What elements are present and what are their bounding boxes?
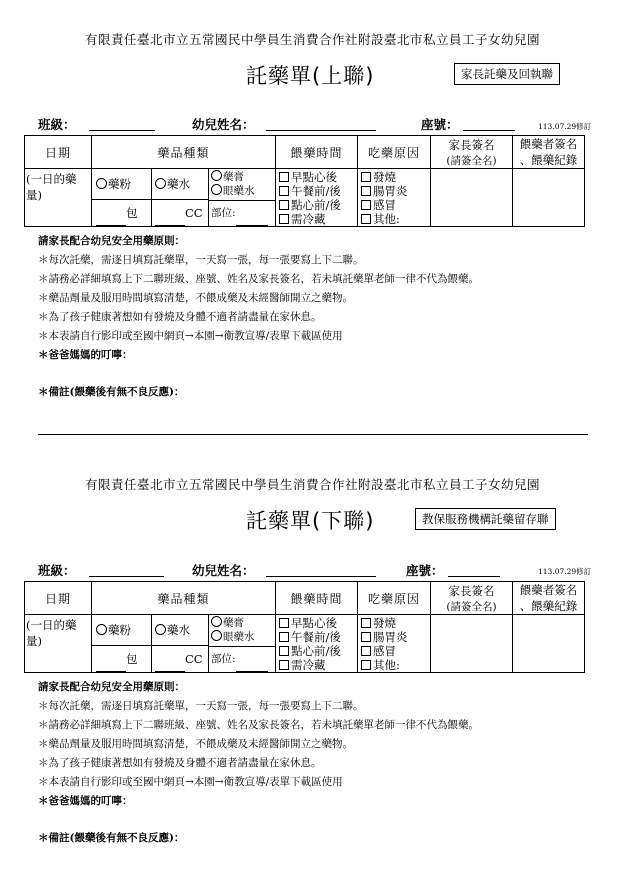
note-item: ＊請務必詳細填寫上下二聯班級、座號、姓名及家長簽名，若未填託藥單老師一律不代為餵藥。 xyxy=(38,273,479,285)
entry-row xyxy=(25,169,585,227)
time-options: 早點心後 午餐前/後 點心前/後 需冷藏 xyxy=(276,169,358,227)
daily-dose-cell[interactable]: (一日的藥量) xyxy=(25,169,92,227)
revision-date: 113.07.29修訂 xyxy=(538,122,592,131)
reason-checkbox[interactable] xyxy=(361,618,371,628)
class-field[interactable] xyxy=(89,563,164,577)
header-reason: 吃藥原因 xyxy=(358,136,431,169)
feeder-sign-cell[interactable] xyxy=(513,615,585,673)
reason-checkbox[interactable] xyxy=(361,214,371,224)
notes-heading: 請家長配合幼兒安全用藥原則： xyxy=(38,681,185,693)
header-time: 餵藥時間 xyxy=(276,136,358,169)
parent-reminder-label: ＊爸爸媽媽的叮嚀： xyxy=(38,349,133,361)
child-name-label: 幼兒姓名： xyxy=(192,563,255,578)
reason-options: 發燒 腸胃炎 感冒 其他: xyxy=(358,169,431,227)
reason-checkbox[interactable] xyxy=(361,660,371,670)
daily-dose-cell[interactable]: (一日的藥量) xyxy=(25,615,92,673)
liquid-cell: 藥水 CC xyxy=(152,169,209,227)
time-checkbox[interactable] xyxy=(279,632,289,642)
form-title: 託藥單(上聯) xyxy=(246,64,375,88)
powder-cell: 藥粉 包 xyxy=(92,615,152,673)
time-checkbox[interactable] xyxy=(279,646,289,656)
note-item: ＊藥品劑量及服用時間填寫清楚，不餵成藥及未經醫師開立之藥物。 xyxy=(38,738,353,750)
seat-field[interactable] xyxy=(448,563,500,577)
copy-label: 家長託藥及回執聯 xyxy=(454,63,560,85)
time-options: 早點心後 午餐前/後 點心前/後 需冷藏 xyxy=(276,615,358,673)
powder-radio[interactable] xyxy=(96,624,107,635)
ointment-radio[interactable] xyxy=(211,170,222,181)
class-label: 班級： xyxy=(38,117,76,132)
reason-checkbox[interactable] xyxy=(361,200,371,210)
remarks-label: ＊備註(餵藥後有無不良反應)： xyxy=(38,832,185,844)
table-header-row xyxy=(25,582,585,615)
liquid-radio[interactable] xyxy=(155,178,166,189)
kindergarten-name: 有限責任臺北市立五常國民中學員生消費合作社附設臺北市私立員工子女幼兒園 xyxy=(84,32,540,47)
medication-table xyxy=(24,135,585,227)
copy-label: 教保服務機構託藥留存聯 xyxy=(415,508,556,530)
child-name-field[interactable] xyxy=(266,117,376,131)
liquid-radio[interactable] xyxy=(155,624,166,635)
cut-line xyxy=(38,434,588,435)
header-date: 日期 xyxy=(25,136,92,169)
class-label: 班級： xyxy=(38,563,76,578)
notes-heading: 請家長配合幼兒安全用藥原則： xyxy=(38,235,185,247)
notes-block xyxy=(38,232,479,402)
entry-row xyxy=(25,615,585,673)
lower-form xyxy=(0,445,625,881)
class-field[interactable] xyxy=(89,117,155,131)
reason-checkbox[interactable] xyxy=(361,646,371,656)
note-item: ＊請務必詳細填寫上下二聯班級、座號、姓名及家長簽名，若未填託藥單老師一律不代為餵藥。 xyxy=(38,719,479,731)
reason-checkbox[interactable] xyxy=(361,186,371,196)
header-feeder-sign: 餵藥者簽名 、餵藥紀錄 xyxy=(513,136,585,169)
note-item: ＊本表請自行影印或至國中網頁→本園→衛教宣導/表單下載區使用 xyxy=(38,776,343,788)
ointment-cell: 藥膏 眼藥水 部位: xyxy=(209,615,276,673)
eyedrop-radio[interactable] xyxy=(211,630,222,641)
time-checkbox[interactable] xyxy=(279,186,289,196)
table-header-row xyxy=(25,136,585,169)
parent-reminder-label: ＊爸爸媽媽的叮嚀： xyxy=(38,795,133,807)
note-item: ＊本表請自行影印或至國中網頁→本園→衛教宣導/表單下載區使用 xyxy=(38,330,343,342)
header-medicine-type: 藥品種類 xyxy=(92,136,276,169)
refrigerate-checkbox[interactable] xyxy=(279,214,289,224)
notes-block xyxy=(38,678,479,848)
child-name-label: 幼兒姓名： xyxy=(192,117,255,132)
note-item: ＊為了孩子健康著想如有發燒及身體不適者請盡量在家休息。 xyxy=(38,311,322,323)
header-feeder-sign: 餵藥者簽名 、餵藥紀錄 xyxy=(513,582,585,615)
seat-label: 座號： xyxy=(406,563,444,578)
form-title: 託藥單(下聯) xyxy=(246,509,375,533)
parent-sign-cell[interactable] xyxy=(431,169,513,227)
header-date: 日期 xyxy=(25,582,92,615)
eyedrop-radio[interactable] xyxy=(211,184,222,195)
note-item: ＊每次託藥，需逐日填寫託藥單，一天寫一張，每一張要寫上下二聯。 xyxy=(38,254,364,266)
parent-sign-cell[interactable] xyxy=(431,615,513,673)
ointment-cell: 藥膏 眼藥水 部位: xyxy=(209,169,276,227)
powder-radio[interactable] xyxy=(96,178,107,189)
time-checkbox[interactable] xyxy=(279,200,289,210)
header-reason: 吃藥原因 xyxy=(358,582,431,615)
header-parent-sign: 家長簽名 (請簽全名) xyxy=(431,582,513,615)
feeder-sign-cell[interactable] xyxy=(513,169,585,227)
note-item: ＊每次託藥，需逐日填寫託藥單，一天寫一張，每一張要寫上下二聯。 xyxy=(38,700,364,712)
header-time: 餵藥時間 xyxy=(276,582,358,615)
revision-date: 113.07.29修訂 xyxy=(538,567,592,576)
remarks-label: ＊備註(餵藥後有無不良反應)： xyxy=(38,386,185,398)
child-name-field[interactable] xyxy=(266,563,376,577)
header-parent-sign: 家長簽名 (請簽全名) xyxy=(431,136,513,169)
reason-options: 發燒 腸胃炎 感冒 其他: xyxy=(358,615,431,673)
seat-field[interactable] xyxy=(463,117,515,131)
header-medicine-type: 藥品種類 xyxy=(92,582,276,615)
time-checkbox[interactable] xyxy=(279,172,289,182)
powder-cell: 藥粉 包 xyxy=(92,169,152,227)
note-item: ＊為了孩子健康著想如有發燒及身體不適者請盡量在家休息。 xyxy=(38,757,322,769)
reason-checkbox[interactable] xyxy=(361,172,371,182)
seat-label: 座號： xyxy=(421,117,459,132)
kindergarten-name: 有限責任臺北市立五常國民中學員生消費合作社附設臺北市私立員工子女幼兒園 xyxy=(84,477,540,492)
time-checkbox[interactable] xyxy=(279,618,289,628)
medication-table xyxy=(24,581,585,673)
reason-checkbox[interactable] xyxy=(361,632,371,642)
ointment-radio[interactable] xyxy=(211,616,222,627)
note-item: ＊藥品劑量及服用時間填寫清楚，不餵成藥及未經醫師開立之藥物。 xyxy=(38,292,353,304)
upper-form xyxy=(0,0,625,436)
liquid-cell: 藥水 CC xyxy=(152,615,209,673)
refrigerate-checkbox[interactable] xyxy=(279,660,289,670)
